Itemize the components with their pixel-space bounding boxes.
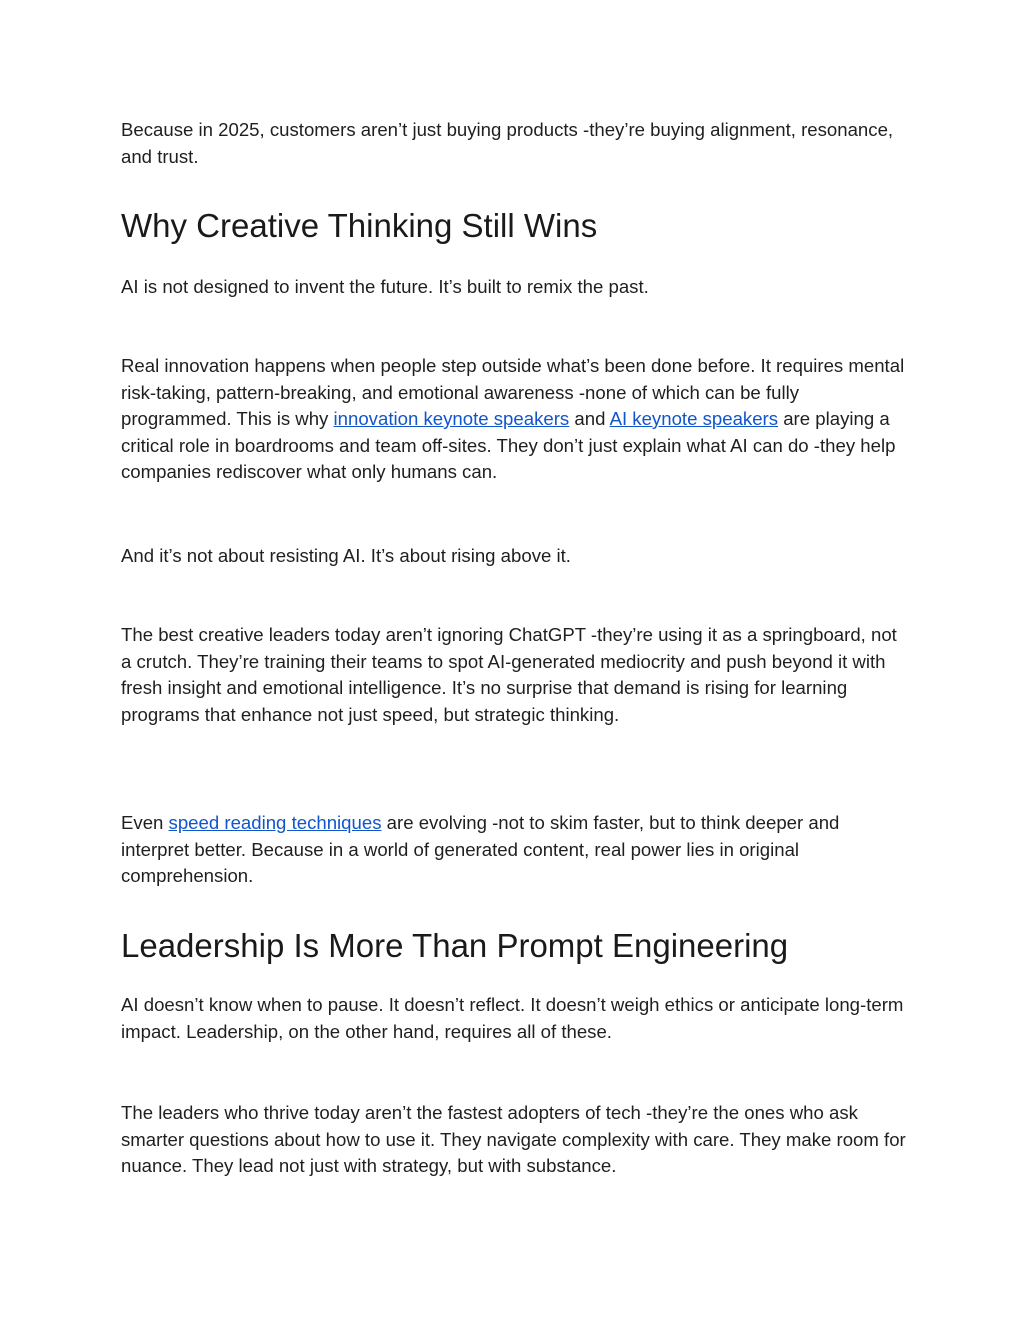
paragraph-text: are playing a critical role in boardrooms and team off-sites. They don’t just explain what AI can do -they help companies rediscover what only humans can. [121,408,896,482]
paragraph-speed-reading [121,810,911,890]
paragraph-ai-pause: AI doesn’t know when to pause. It doesn’t reflect. It doesn’t weigh ethics or anticipate long-term impact. Leadership, on the other hand, requires all of these. [121,994,904,1042]
paragraph-creative-leaders: The best creative leaders today aren’t ignoring ChatGPT -they’re using it as a springboard, not a crutch. They’re training their teams to spot AI-generated mediocrity and push beyond it with fresh insight and emotional intelligence. It’s no surprise that demand is rising for learning programs that enhance not just speed, but strategic thinking. [121,624,897,725]
paragraph-leaders-thrive: The leaders who thrive today aren’t the fastest adopters of tech -they’re the ones who ask smarter questions about how to use it. They navigate complexity with care. They make room for nuance. They lead not just with strategy, but with substance. [121,1102,906,1176]
paragraph-real-innovation [121,353,911,486]
paragraph-rising-above: And it’s not about resisting AI. It’s about rising above it. [121,545,571,566]
heading-creative-thinking: Why Creative Thinking Still Wins [121,207,598,244]
paragraph-text: Even [121,812,169,833]
speed-reading-techniques-link[interactable]: speed reading techniques [168,812,382,833]
ai-keynote-speakers-link[interactable]: AI keynote speakers [609,408,779,429]
paragraph-intro: Because in 2025, customers aren’t just buying products -they’re buying alignment, resonance, and trust. [121,119,894,167]
heading-leadership: Leadership Is More Than Prompt Engineering [121,927,789,964]
innovation-keynote-speakers-link[interactable]: innovation keynote speakers [333,408,570,429]
paragraph-text: and [569,408,610,429]
paragraph-text: Real innovation happens when people step outside what’s been done before. It requires mental risk-taking, pattern-breaking, and emotional awareness -none of which can be fully programmed. This is why [121,355,905,429]
paragraph-text: are evolving -not to skim faster, but to think deeper and interpret better. Because in a world of generated content, real power lies in original comprehension. [121,812,840,886]
paragraph-ai-remix: AI is not designed to invent the future. It’s built to remix the past. [121,276,649,297]
